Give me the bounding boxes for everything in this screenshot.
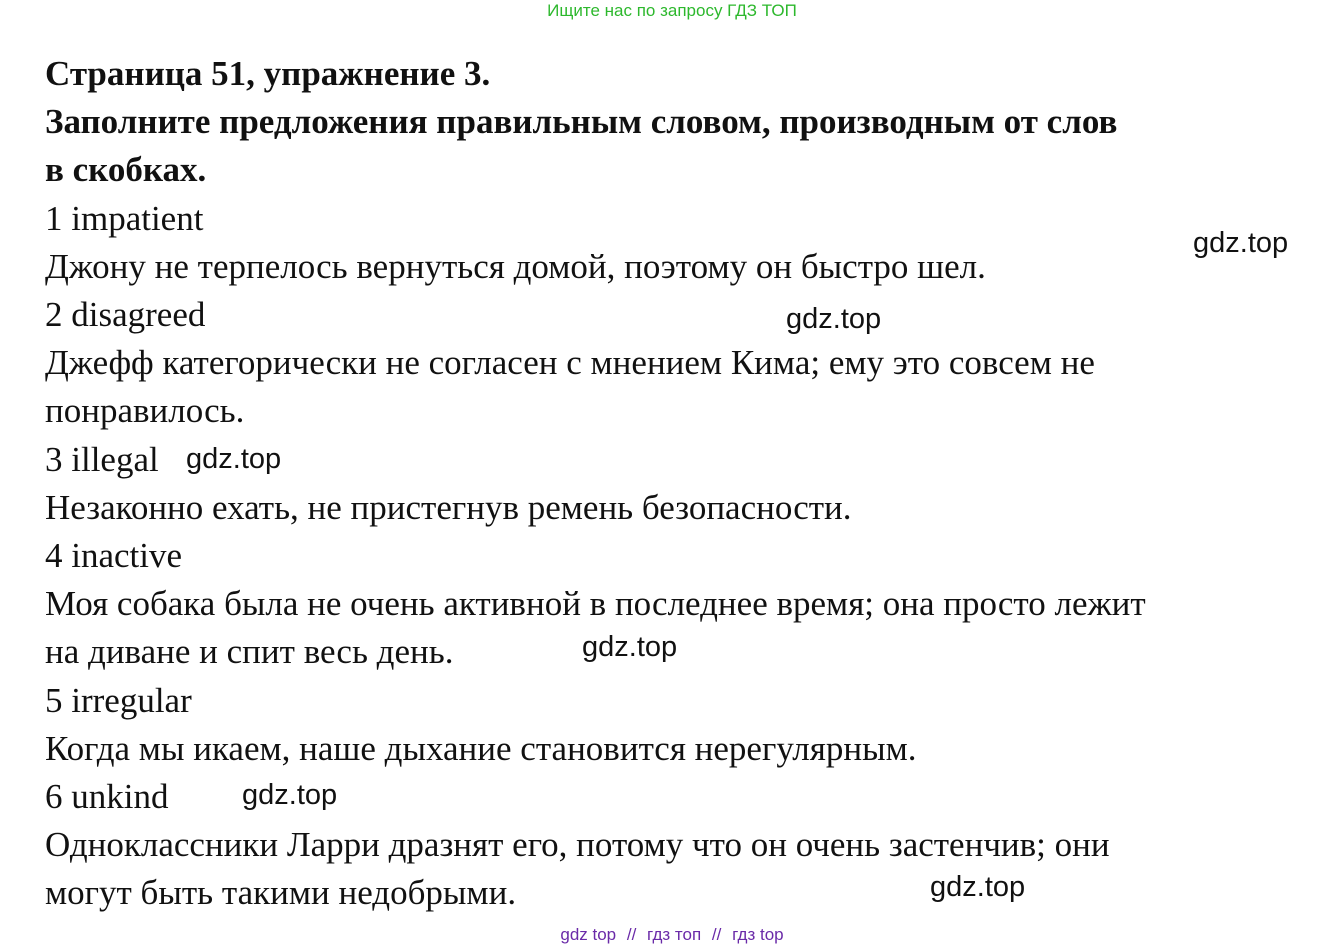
task-instruction-line-2: в скобках. [45,150,207,190]
footer-link[interactable]: gdz top [560,925,617,944]
watermark: gdz.top [242,779,338,811]
sentence-3-line-1: Незаконно ехать, не пристегнув ремень безопасности. [45,487,852,527]
sentence-6-line-2: могут быть такими недобрыми. [45,873,517,913]
answer-2: 2 disagreed [45,295,206,335]
sentence-2-line-1: Джефф категорически не согласен с мнением Кима; ему это совсем не [45,343,1095,383]
footer-separator: // [711,925,722,944]
watermark: gdz.top [930,871,1026,903]
task-instruction-line-1: Заполните предложения правильным словом, производным от слов [45,102,1118,142]
page-title: Страница 51, упражнение 3. [45,54,491,93]
answer-1: 1 impatient [45,198,204,238]
answer-4: 4 inactive [45,536,183,576]
sentence-5-line-1: Когда мы икаем, наше дыхание становится нерегулярным. [45,728,917,768]
sentence-4-line-2: на диване и спит весь день. [45,632,454,672]
footer-links [0,924,1344,946]
watermark: gdz.top [582,631,678,663]
sentence-2-line-2: понравилось. [45,391,245,431]
answer-6: 6 unkind [45,777,169,817]
footer-link[interactable]: гдз топ [647,925,702,944]
answer-5: 5 irregular [45,680,192,720]
watermark: gdz.top [786,303,882,335]
banner-text: Ищите нас по запросу ГДЗ ТОП [547,1,797,20]
footer-separator: // [626,925,637,944]
exercise-content [45,50,1305,918]
footer-link[interactable]: гдз top [732,925,784,944]
sentence-1-line-1: Джону не терпелось вернуться домой, поэтому он быстро шел. [45,246,986,286]
answer-3: 3 illegal [45,439,159,479]
watermark: gdz.top [186,443,282,475]
watermark: gdz.top [1193,227,1289,259]
top-banner [0,1,1344,21]
sentence-6-line-1: Одноклассники Ларри дразнят его, потому что он очень застенчив; они [45,825,1110,865]
sentence-4-line-1: Моя собака была не очень активной в последнее время; она просто лежит [45,584,1146,624]
